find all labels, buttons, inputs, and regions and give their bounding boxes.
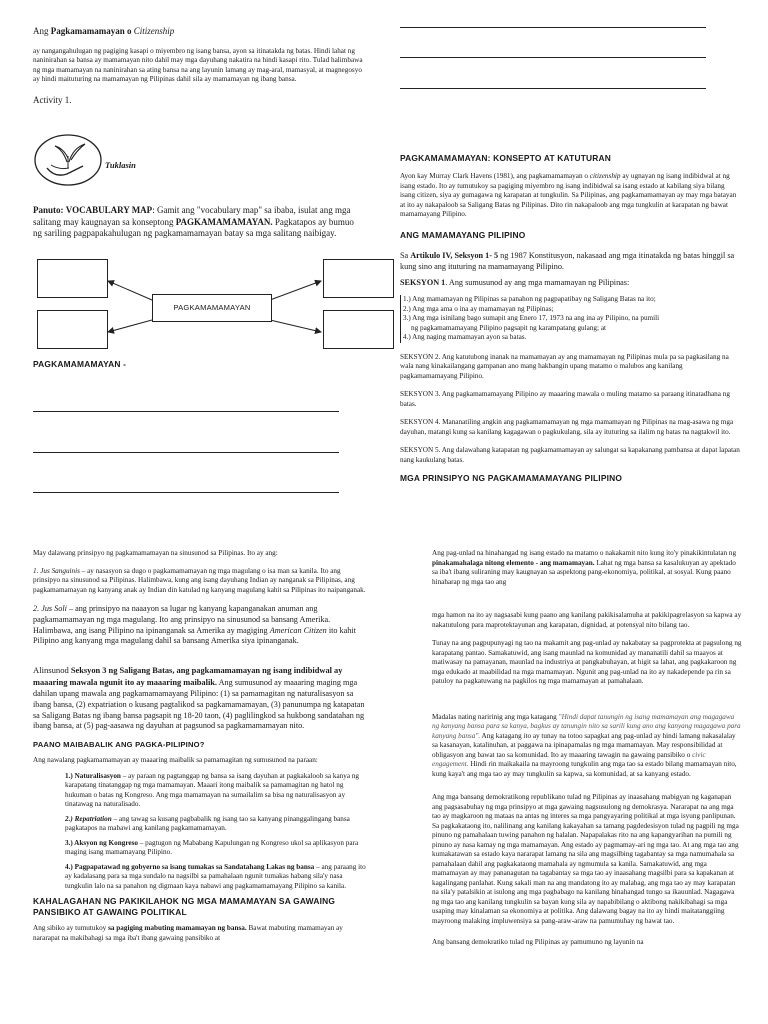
list-item: 3.) Aksyon ng Kongreso – pagtugon ng Mababang Kapulungan ng Kongreso ukol sa aplikasyon para maging isang mamamayang Pilipino. — [65, 838, 359, 857]
seksyon1-list: 1.) Ang mamamayan ng Pilipinas sa panahon ng pagpapatibay ng Saligang Batas na ito; 2.) Ang mga ama o ina ay mamamayan ng Pilipinas; 3.) Ang mga isinilang bago sumapit ang Enero 17, 1973 na ang ina ay Pilipino, na pumili ng pagkamamamayang Pilipino pagsapit ng karampatang gulang; at 4.) Ang naging mamamayan ayon sa batas. — [400, 295, 740, 343]
vocab-center-label: PAGKAMAMAMAYAN — [173, 303, 251, 312]
jus-soli-paragraph: 2. Jus Soli – ang prinsipyo na naaayon sa lugar ng kanyang kapanganakan anuman ang pagkamamamayan ng mga magulang. Ito ang prinsipyo na sinusunod sa bansang Amerika. Halimbawa, ang isang Pilipino na ipinanganak sa Amerika ay magiging American Citizen ito kahit Pilipino ang kanyang mga magulang dahil sa bansang Amerika siya ipinanganak. — [33, 604, 356, 646]
definition-label: PAGKAMAMAMAYAN - — [33, 359, 127, 369]
pagpupunyagi-paragraph: Tunay na ang pagpupunyagi ng tao na makamit ang pag-unlad ay nakabatay sa pagprotekta at pagsulong ng karapatang pantao. Samakatuwid, ang isang maunlad na komunidad ay mananatili dahil sa maayos at matiwasay na pamayanan, maunlad na industriya at pangkabuhayan, at higit sa lahat, ang pagkakaroon ng mga edukado at maabilidad na mga mamamayan. Ngunit ang pag-unlad na ito ay nakadepende pa rin sa patuloy na pagkatuwang na pagkilos ng mga mamamayan at pamahalaan. — [432, 639, 742, 685]
top-line-1[interactable] — [400, 27, 706, 28]
kahalagahan-heading: KAHALAGAHAN NG PAKIKILAHOK NG MGA MAMAMAYAN SA GAWAING PANSIBIKO AT GAWAING POLITIKAL — [33, 896, 336, 918]
artikulo-paragraph: Sa Artikulo IV, Seksyon 1- 5 ng 1987 Konstitusyon, nakasaad ang mga itinatakda ng batas hinggil sa kung sino ang ituturing na mamamayang Pilipino. — [400, 250, 735, 271]
tuklasin-label: Tuklasin — [105, 160, 136, 170]
mamamayang-pilipino-heading: ANG MAMAMAYANG PILIPINO — [400, 229, 526, 240]
section-title: Ang Pagkamamamayan o Citizenship — [33, 26, 175, 36]
seksyon2-paragraph: SEKSYON 2. Ang katutubong inanak na mamamayan ay ang mamamayan ng Pilipinas mula pa sa pagkasilang na wala nang kinakailangang gampanan ano mang hakbangin upang matamo o malubos ang kanilang pagkamamamayang Pilipino. — [400, 352, 729, 380]
top-line-3[interactable] — [400, 88, 706, 89]
seksyon1-paragraph: SEKSYON 1. Ang sumusunod ay ang mga mamamayan ng Pilipinas: — [400, 278, 630, 288]
bansang-demokratiko-paragraph: Ang bansang demokratiko tulad ng Pilipinas ay pamumuno ng layunin na — [432, 938, 644, 946]
konsepto-heading: PAGKAMAMAMAYAN: KONSEPTO AT KATUTURAN — [400, 153, 612, 163]
havens-paragraph: Ayon kay Murray Clark Havens (1981), ang pagkamamamayan o citizenship ay ugnayan ng isang indibidwal at ng isang estado. Ito ay tumutukoy sa pagiging miyembro ng isang indibidwal sa isang estado at kabilang siya bilang isang citizen, siya ay gumagawa ng karapatan at tungkulin. Sa Pilipinas, ang pagkamamamayan ay may mga batayan at ito ay nakapaloob sa Saligang Batas ng Pilipinas. Dito rin nakapaloob ang mga tungkulin at karapatan ng bawat mamamayang Pilipino. — [400, 172, 737, 219]
alinsunod-paragraph: Alinsunod Seksyon 3 ng Saligang Batas, ang pagkamamamayan ng isang indibidwal ay maaaring mawala ngunit ito ay maaaring maibalik. Ang sumusunod ay maaaring maging mga dahilan upang mawala ang pagkamamamayang Pilipino: (1) sa pamamagitan ng naturalisasyon sa ibang bansa, (2) expatriation o kusang pagtalikod sa pagkamamamayan, (3) panunumpa ng katapatan sa Saligang Batas ng ibang bansa pagsapit ng 18-20 taon, (4) paglilingkod sa hukbong sandatahan ng ibang bansa, at (5) pag-aasawa ng dayuhan at pagsunod sa pagkamamamayan nito. — [33, 665, 365, 731]
citizenship-definition: ay nangangahulugan ng pagiging kasapi o miyembro ng isang bansa, ayon sa itinatakda ng batas. Hindi lahat ng naninirahan sa bansa ay mamamayan nito dahil may mga dayuhang nakatira na hindi kasapi rito. Tulad halimbawa ng mga mamamayan na naninirahan sa ating bansa na ang layunin lamang ay mag-aral, mamasyal, at magnegosyo ay hindi maituturing na mamamayan ng Pilipinas dahil sila ay mamamayan ng ibang bansa. — [33, 46, 363, 84]
answer-line-2[interactable] — [33, 452, 339, 453]
maibalik-intro: Ang nawalang pagkamamamayan ay maaaring maibalik sa pamamagitan ng sumusunod na paraan: — [33, 756, 318, 765]
maibalik-heading: PAANO MAIBABALIK ANG PAGKA-PILIPINO? — [33, 740, 205, 750]
page-top-right — [400, 153, 740, 484]
answer-line-3[interactable] — [33, 492, 339, 493]
kataga-paragraph: Madalas nating naririnig ang mga katagang "Hindi dapat tanungin ng isang mamamayan ang magagawa ng kanyang bansa para sa kanya, bagkus ay tanungin nito sa sarili kung ano ang kanyang magagawa para kanyang bansa". Ang katagang ito ay tunay na totoo sapagkat ang pag-unlad ay hindi lamang nakasalalay sa kasanayan, katalinuhan, at paggawa na ipinapamalas ng mga mamamayan. May responsibilidad at obligasyon ang bawat tao sa komunidad. Ito ay maaaring tawagin na gawaing pansibiko o civic engagement. Hindi rin maikakaila na mayroong tungkulin ang mga tao sa estado bilang mamamayan nito, kung kaya't ang mga tao ay may tungkulin sa kapwa, sa komunidad, at sa kanyang estado. — [432, 712, 741, 778]
prinsipyo-intro: May dalawang prinsipyo ng pagkamamamayan na sinusunod sa Pilipinas. Ito ay ang: — [33, 549, 278, 557]
jus-sanguinis-paragraph: 1. Jus Sanguinis – ay nasasyon sa dugo o pagkamamamayan ng mga magulang o isa man sa kanila. Ito ang prinsipyo na sinusunod sa Pilipinas. Halimbawa, kung ang isang dayuhang Indian ay nanganak sa Pilipinas, ang pagkamamamayan ng kanyang anak ay Indian din katulad ng kanyang magulang kahit sa Pilipinas ito naipanganak. — [33, 566, 366, 594]
list-item: 4.) Pagpapatawad ng gobyerno sa isang tumakas sa Sandatahang Lakas ng bansa – ang paraang ito ay kadalasang para sa mga sundalo na nagsilbi sa pamahalaan ngunit tumakas habang sila'y nasa tungkulin lalo na sa panahon ng digmaan kaya nabawi ang pagkamamamayang Pilipino sa kanila. — [65, 862, 366, 890]
demokratiko-paragraph: Ang mga bansang demokratikong republikano tulad ng Pilipinas ay inaasahang mabigyan ng kaganapan ang pagsasabuhay ng mga prinsipyo at mga gawaing nagsusulong ng demokrasya. Nararapat na ang mga tao ay magkaroon ng mataas na antas ng interes sa mga pangyayaring politikal at mga isyung panlipunan. Sa pagkakataong ito, nalilinang ang kanilang kakayahan sa tamang pagdedesisyon tulad ng pagpili ng mga pinuno ng pamahalaan tuwing panahon ng halalan. Napapalakas rito na ang kapangyarihan na pumili ng pinuno ay nasa kamay ng mga mamamayan. Ang estado ay pagmamay-ari ng mga tao. At ang mga tao ang kumakatawan sa estado kaya nararapat lamang na sila ang magsilbing tagabantay sa mga namumahala sa pamahalaan dahil ang pagkakataong mamahala ay ngmumula sa kanila. Samakatuwid, ang mga mamamayan ay may pananagutan na tagabantay sa mga tao ay inaasahang magsilbi para sa kapakanan at kagalingang panlahat. Kung sakali man na ang mandatong ito ay malabag, ang mga tao ay may karapatan na sila'y patalsikin at isulong ang mga pagbabago na kanilang hinahangad tungo sa ikauunlad. Nagagawa ng mga tao ang kanilang tungkulin sa bayan kung sila ay napabibilang o aktibong nakikibahagi sa mga usaping may kinalaman sa ekonomiya at politika. Ang dalawang bagay na ito ay hindi maitatanggiing mayroong malaking impluwensiya sa pang-araw-araw na pamumuhay ng bawat tao. — [432, 793, 739, 925]
list-item: 1.) Naturalisasyon – ay paraan ng pagtanggap ng bansa sa isang dayuhan at pagkakaloob sa kanya ng karapatang tinatanggap ng mga mamamayan. Maaari itong maibalik sa pamamagitan ng hatol ng hukuman o batas ng Kongreso. Ang mga mamamayan na sumailalim sa bisa ng naturalisasyon ay tinatawag na naturalisado. — [65, 771, 360, 809]
prinsipyo-heading: MGA PRINSIPYO NG PAGKAMAMAMAYANG PILIPINO — [400, 473, 623, 484]
list-item: 2.) Repatriation – ang tawag sa kusang pagbabalik ng isang tao sa kanyang pinanggalingang bansa pagkatapos na mabawi ang kanilang pagkamamamayan. — [65, 814, 350, 833]
answer-line-1[interactable] — [33, 411, 339, 412]
maibalik-list — [33, 772, 369, 892]
seksyon5-paragraph: SEKSYON 5. Ang dalawahang katapatan ng pagkamamamayan ay salungat sa kapakanang pambansa at dapat lapatan nang kaukulang batas. — [400, 446, 740, 464]
kahalagahan-paragraph: Ang sibiko ay tumutukoy sa pagiging mabuting mamamayan ng bansa. Bawat mabuting mamamayan ay nararapat na makibahagi sa mga iba't ibang gawaing pansibiko at — [33, 924, 343, 942]
seksyon4-paragraph: SEKSYON 4. Mananatiling angkin ang pagkamamamayan ng mga mamamayan ng Pilipinas na mag-asawa ng mga dayuhan, matangi kung sa kanilang kagagawan o pagkukulang, sila ay ituturing sa ilalim ng batas na nagtakwil ito. — [400, 418, 734, 436]
page-bottom-right — [432, 549, 742, 948]
hamon-paragraph: mga hamon na ito ay nagsasabi kung paano ang kanilang pakikisalamuha at pakikipagrelasyon sa kapwa ay nakatutulong para maprotektayunan ang karapatan, dignidad, at potensyal nito bilang tao. — [432, 611, 742, 629]
page-bottom-left — [33, 549, 369, 943]
vocab-center-box — [152, 294, 272, 322]
top-line-2[interactable] — [400, 57, 706, 58]
pag-unlad-paragraph: Ang pag-unlad na hinahangad ng isang estado na matamo o nakakamit nito kung ito'y pinakikintulatan ng pinakamahalaga nitong elemento - ang mamamayan. Lahat ng mga bansa sa kasalukuyan ay apektado sa iba't ibang suliraning may kaugnayan sa aspektong pang-ekonomiya, politikal, at sosyal. Kung paano hinaharap ng mga tao ang — [432, 549, 737, 586]
seksyon3-paragraph: SEKSYON 3. Ang pagkamamamayang Pilipino ay maaaring mawala o muling matamo sa paraang itinatadhana ng batas. — [400, 390, 730, 408]
panuto-text: Panuto: VOCABULARY MAP: Gamit ang "vocabulary map" sa ibaba, isulat ang mga salitang may kaugnayan sa konseptong PAGKAMAMAMAYAN. Pagkatapos ay bumuo ng sariling pagpapakahulugan ng pagkamamamayan batay sa mga salitang naibigay. — [33, 205, 354, 239]
activity-label: Activity 1. — [33, 94, 72, 105]
